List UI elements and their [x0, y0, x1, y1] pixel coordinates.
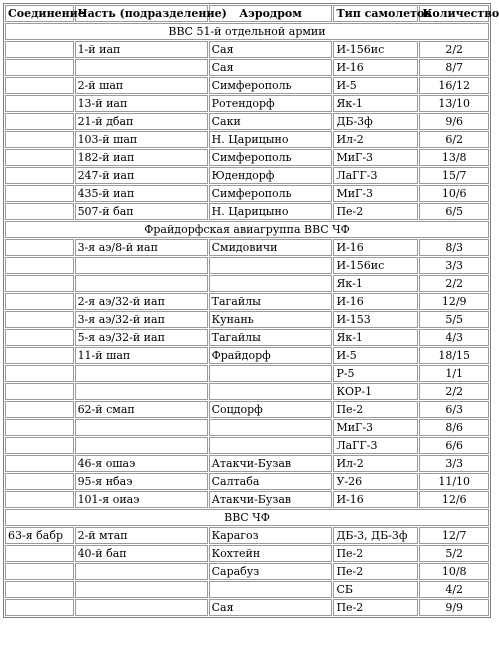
table-row — [5, 131, 489, 148]
cell-airfield: Фрайдорф — [209, 347, 333, 364]
cell-aircraft-type: Пе-2 — [333, 563, 418, 580]
cell-airfield: Ротендорф — [209, 95, 333, 112]
cell-airfield: Атакчи-Бузав — [209, 455, 333, 472]
cell-airfield: Тагайлы — [209, 329, 333, 346]
cell-quantity: 8/6 — [419, 419, 489, 436]
cell-aircraft-type: Як-1 — [333, 329, 418, 346]
cell-unit — [75, 419, 208, 436]
cell-quantity: 2/2 — [419, 383, 489, 400]
cell-aircraft-type: МиГ-3 — [333, 185, 418, 202]
table-row — [5, 437, 489, 454]
cell-airfield: Саки — [209, 113, 333, 130]
section-title: ВВС ЧФ — [5, 509, 489, 526]
cell-quantity: 3/3 — [419, 257, 489, 274]
table-row — [5, 365, 489, 382]
table-row — [5, 473, 489, 490]
cell-aircraft-type: И-153 — [333, 311, 418, 328]
cell-quantity: 5/5 — [419, 311, 489, 328]
cell-airfield: Симферополь — [209, 77, 333, 94]
table-row — [5, 149, 489, 166]
header-formation: Соединение — [5, 5, 74, 22]
cell-aircraft-type: СБ — [333, 581, 418, 598]
table-row — [5, 419, 489, 436]
table-row — [5, 599, 489, 616]
table-row — [5, 455, 489, 472]
cell-aircraft-type: Пе-2 — [333, 203, 418, 220]
cell-aircraft-type: И-16 — [333, 293, 418, 310]
cell-aircraft-type: Ил-2 — [333, 455, 418, 472]
cell-unit — [75, 275, 208, 292]
cell-aircraft-type: Р-5 — [333, 365, 418, 382]
cell-quantity: 6/5 — [419, 203, 489, 220]
cell-unit: 435-й иап — [75, 185, 208, 202]
cell-formation — [5, 599, 74, 616]
table-row — [5, 329, 489, 346]
cell-airfield: Н. Царицыно — [209, 203, 333, 220]
cell-airfield: Симферополь — [209, 149, 333, 166]
cell-unit — [75, 383, 208, 400]
cell-unit: 101-я оиаэ — [75, 491, 208, 508]
cell-airfield — [209, 383, 333, 400]
cell-unit: 95-я нбаэ — [75, 473, 208, 490]
cell-formation — [5, 257, 74, 274]
table-row — [5, 527, 489, 544]
cell-quantity: 1/1 — [419, 365, 489, 382]
cell-airfield: Тагайлы — [209, 293, 333, 310]
cell-formation — [5, 41, 74, 58]
cell-unit: 46-я ошаэ — [75, 455, 208, 472]
cell-formation — [5, 59, 74, 76]
cell-airfield: Сарабуз — [209, 563, 333, 580]
cell-unit — [75, 437, 208, 454]
cell-unit — [75, 599, 208, 616]
cell-formation — [5, 563, 74, 580]
cell-unit: 507-й бап — [75, 203, 208, 220]
cell-airfield: Атакчи-Бузав — [209, 491, 333, 508]
table-row — [5, 545, 489, 562]
cell-airfield: Сая — [209, 599, 333, 616]
cell-formation — [5, 95, 74, 112]
cell-aircraft-type: Як-1 — [333, 95, 418, 112]
cell-aircraft-type: И-16 — [333, 59, 418, 76]
cell-quantity: 10/8 — [419, 563, 489, 580]
table-row — [5, 257, 489, 274]
cell-formation — [5, 581, 74, 598]
cell-quantity: 5/2 — [419, 545, 489, 562]
header-unit: Часть (подразделение) — [75, 5, 208, 22]
table-row — [5, 59, 489, 76]
table-row — [5, 275, 489, 292]
cell-quantity: 4/2 — [419, 581, 489, 598]
cell-aircraft-type: Пе-2 — [333, 545, 418, 562]
section-row — [5, 509, 489, 526]
table-body — [5, 23, 489, 616]
cell-quantity: 6/2 — [419, 131, 489, 148]
cell-airfield — [209, 437, 333, 454]
header-quantity: Количество — [419, 5, 489, 22]
cell-aircraft-type: ДБ-3, ДБ-3ф — [333, 527, 418, 544]
cell-airfield: Карагоз — [209, 527, 333, 544]
table-row — [5, 401, 489, 418]
cell-unit: 2-я аэ/32-й иап — [75, 293, 208, 310]
cell-unit — [75, 563, 208, 580]
cell-formation — [5, 185, 74, 202]
cell-quantity: 15/7 — [419, 167, 489, 184]
cell-formation — [5, 419, 74, 436]
cell-airfield: Салтаба — [209, 473, 333, 490]
cell-unit: 247-й иап — [75, 167, 208, 184]
cell-quantity: 6/6 — [419, 437, 489, 454]
cell-formation — [5, 275, 74, 292]
cell-unit: 3-я аэ/32-й иап — [75, 311, 208, 328]
table-row — [5, 167, 489, 184]
cell-unit: 62-й смап — [75, 401, 208, 418]
cell-airfield: Симферополь — [209, 185, 333, 202]
cell-quantity: 12/7 — [419, 527, 489, 544]
cell-quantity: 8/3 — [419, 239, 489, 256]
cell-formation — [5, 311, 74, 328]
cell-quantity: 3/3 — [419, 455, 489, 472]
cell-aircraft-type: Як-1 — [333, 275, 418, 292]
cell-formation — [5, 455, 74, 472]
table-row — [5, 239, 489, 256]
table-row — [5, 347, 489, 364]
table-row — [5, 311, 489, 328]
cell-quantity: 12/6 — [419, 491, 489, 508]
section-title: Фрайдорфская авиагруппа ВВС ЧФ — [5, 221, 489, 238]
table-row — [5, 41, 489, 58]
table-row — [5, 293, 489, 310]
cell-quantity: 9/9 — [419, 599, 489, 616]
cell-formation — [5, 167, 74, 184]
cell-unit — [75, 581, 208, 598]
cell-formation — [5, 239, 74, 256]
cell-formation — [5, 383, 74, 400]
cell-formation: 63-я бабр — [5, 527, 74, 544]
aviation-units-table — [3, 3, 499, 618]
cell-quantity: 9/6 — [419, 113, 489, 130]
cell-airfield: Н. Царицыно — [209, 131, 333, 148]
cell-unit: 11-й шап — [75, 347, 208, 364]
cell-formation — [5, 131, 74, 148]
cell-unit: 1-й иап — [75, 41, 208, 58]
cell-quantity: 13/10 — [419, 95, 489, 112]
cell-formation — [5, 491, 74, 508]
cell-unit: 182-й иап — [75, 149, 208, 166]
cell-formation — [5, 545, 74, 562]
cell-unit: 13-й иап — [75, 95, 208, 112]
cell-airfield: Кунань — [209, 311, 333, 328]
cell-aircraft-type: И-5 — [333, 347, 418, 364]
table-row — [5, 113, 489, 130]
table-row — [5, 203, 489, 220]
cell-airfield: Кохтейн — [209, 545, 333, 562]
cell-aircraft-type: Ил-2 — [333, 131, 418, 148]
cell-aircraft-type: Пе-2 — [333, 599, 418, 616]
cell-formation — [5, 437, 74, 454]
cell-aircraft-type: ЛаГГ-3 — [333, 167, 418, 184]
cell-aircraft-type: И-156ис — [333, 257, 418, 274]
cell-unit: 21-й дбап — [75, 113, 208, 130]
cell-unit: 40-й бап — [75, 545, 208, 562]
cell-aircraft-type: У-26 — [333, 473, 418, 490]
cell-unit: 2-й мтап — [75, 527, 208, 544]
cell-aircraft-type: ЛаГГ-3 — [333, 437, 418, 454]
cell-aircraft-type: МиГ-3 — [333, 419, 418, 436]
cell-quantity: 11/10 — [419, 473, 489, 490]
cell-quantity: 13/8 — [419, 149, 489, 166]
header-aircraft-type: Тип самолетов — [333, 5, 418, 22]
cell-unit — [75, 59, 208, 76]
cell-quantity: 16/12 — [419, 77, 489, 94]
cell-quantity: 10/6 — [419, 185, 489, 202]
table-row — [5, 491, 489, 508]
cell-airfield: Сая — [209, 59, 333, 76]
cell-unit: 103-й шап — [75, 131, 208, 148]
cell-formation — [5, 473, 74, 490]
cell-quantity: 4/3 — [419, 329, 489, 346]
cell-airfield — [209, 257, 333, 274]
table-row — [5, 581, 489, 598]
cell-formation — [5, 77, 74, 94]
table-row — [5, 95, 489, 112]
table-row — [5, 563, 489, 580]
cell-formation — [5, 401, 74, 418]
cell-aircraft-type: МиГ-3 — [333, 149, 418, 166]
cell-aircraft-type: И-16 — [333, 239, 418, 256]
cell-formation — [5, 149, 74, 166]
cell-airfield: Сая — [209, 41, 333, 58]
cell-unit — [75, 257, 208, 274]
cell-quantity: 12/9 — [419, 293, 489, 310]
cell-formation — [5, 329, 74, 346]
table-row — [5, 383, 489, 400]
section-title: ВВС 51-й отдельной армии — [5, 23, 489, 40]
table-row — [5, 185, 489, 202]
cell-airfield — [209, 419, 333, 436]
header-airfield: Аэродром — [209, 5, 333, 22]
section-row — [5, 23, 489, 40]
cell-unit: 2-й шап — [75, 77, 208, 94]
cell-airfield: Юдендорф — [209, 167, 333, 184]
document-page — [3, 3, 499, 618]
cell-aircraft-type: И-16 — [333, 491, 418, 508]
cell-aircraft-type: ДБ-3ф — [333, 113, 418, 130]
cell-formation — [5, 293, 74, 310]
cell-quantity: 6/3 — [419, 401, 489, 418]
cell-airfield: Смидовичи — [209, 239, 333, 256]
section-row — [5, 221, 489, 238]
cell-quantity: 2/2 — [419, 41, 489, 58]
cell-unit: 5-я аэ/32-й иап — [75, 329, 208, 346]
cell-formation — [5, 203, 74, 220]
cell-airfield: Соцдорф — [209, 401, 333, 418]
cell-aircraft-type: КОР-1 — [333, 383, 418, 400]
cell-aircraft-type: И-156ис — [333, 41, 418, 58]
cell-aircraft-type: И-5 — [333, 77, 418, 94]
cell-formation — [5, 347, 74, 364]
cell-airfield — [209, 365, 333, 382]
cell-quantity: 8/7 — [419, 59, 489, 76]
table-header-row — [5, 5, 489, 22]
cell-quantity: 18/15 — [419, 347, 489, 364]
cell-airfield — [209, 275, 333, 292]
cell-airfield — [209, 581, 333, 598]
cell-unit: 3-я аэ/8-й иап — [75, 239, 208, 256]
table-row — [5, 77, 489, 94]
cell-unit — [75, 365, 208, 382]
cell-formation — [5, 365, 74, 382]
cell-aircraft-type: Пе-2 — [333, 401, 418, 418]
cell-formation — [5, 113, 74, 130]
cell-quantity: 2/2 — [419, 275, 489, 292]
